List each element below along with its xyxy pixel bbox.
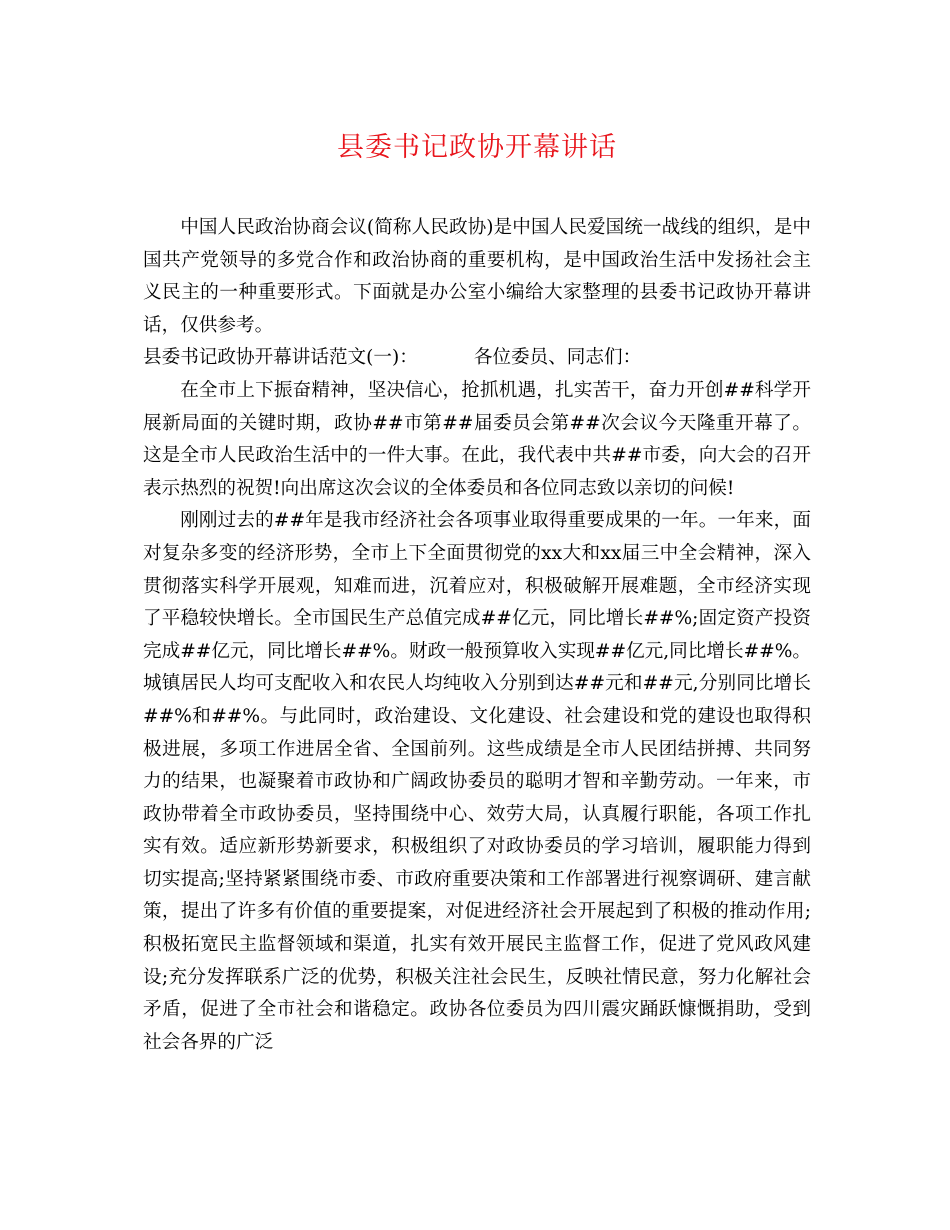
intro-paragraph: 中国人民政治协商会议(简称人民政协)是中国人民爱国统一战线的组织，是中国共产党领导的多党合作和政治协商的重要机构，是中国政治生活中发扬社会主义民主的一种重要形式。下面就是办公室小编给大家整理的县委书记政协开幕讲话，仅供参考。 [143, 217, 811, 336]
section-heading-line [143, 342, 811, 375]
section-heading-label: 县委书记政协开幕讲话范文(一)： [143, 347, 418, 369]
document-title: 县委书记政协开幕讲话 [337, 132, 617, 163]
salutation: 各位委员、同志们： [473, 347, 642, 369]
document-page [143, 128, 811, 1059]
body-paragraph-1: 在全市上下振奋精神，坚决信心，抢抓机遇，扎实苦干，奋力开创##科学开展新局面的关键时期，政协##市第##届委员会第##次会议今天隆重开幕了。这是全市人民政治生活中的一件大事。在此，我代表中共##市委，向大会的召开表示热烈的祝贺!向出席这次会议的全体委员和各位同志致以亲切的问候! [143, 379, 811, 499]
body-paragraph-2: 刚刚过去的##年是我市经济社会各项事业取得重要成果的一年。一年来，面对复杂多变的经济形势，全市上下全面贯彻党的xx大和xx届三中全会精神，深入贯彻落实科学开展观，知难而进，沉着应对，积极破解开展难题，全市经济实现了平稳较快增长。全市国民生产总值完成##亿元，同比增长##%;固定资产投资完成##亿元，同比增长##%。财政一般预算收入实现##亿元,同比增长##%。城镇居民人均可支配收入和农民人均纯收入分别到达##元和##元,分别同比增长##%和##%。与此同时，政治建设、文化建设、社会建设和党的建设也取得积极进展，多项工作进居全省、全国前列。这些成绩是全市人民团结拼搏、共同努力的结果，也凝聚着市政协和广阔政协委员的聪明才智和辛勤劳动。一年来，市政协带着全市政协委员，坚持围绕中心、效劳大局，认真履行职能，各项工作扎实有效。适应新形势新要求，积极组织了对政协委员的学习培训，履职能力得到切实提高;坚持紧紧围绕市委、市政府重要决策和工作部署进行视察调研、建言献策，提出了许多有价值的重要提案，对促进经济社会开展起到了积极的推动作用;积极拓宽民主监督领域和渠道，扎实有效开展民主监督工作，促进了党风政风建设;充分发挥联系广泛的优势，积极关注社会民生，反映社情民意，努力化解社会矛盾，促进了全市社会和谐稳定。政协各位委员为四川震灾踊跃慷慨捐助，受到社会各界的广泛 [143, 510, 811, 1053]
